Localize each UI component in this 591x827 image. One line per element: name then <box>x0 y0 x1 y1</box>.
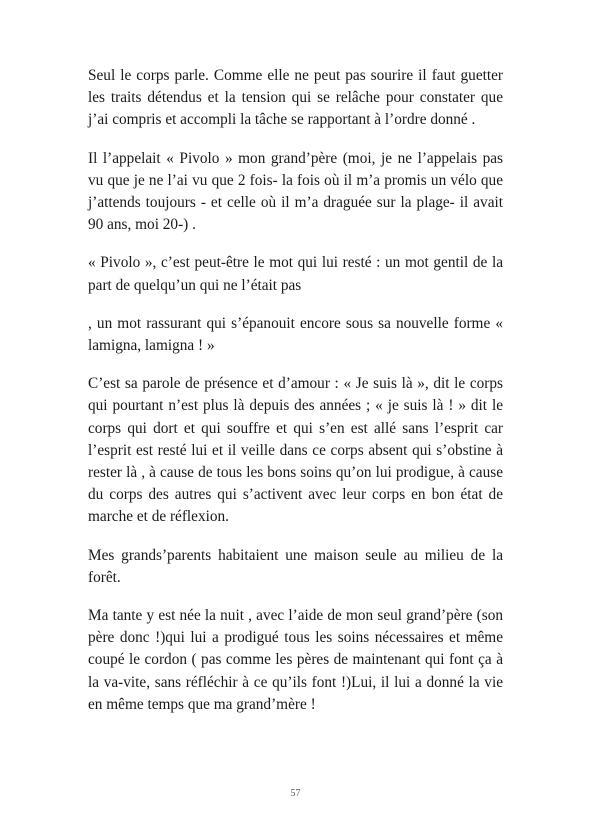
paragraph-3: « Pivolo », c’est peut-être le mot qui lui resté : un mot gentil de la part de quelqu’un qui ne l’était pas <box>88 254 503 294</box>
body-text <box>88 65 503 732</box>
paragraph-5: C’est sa parole de présence et d’amour : « Je suis là », dit le corps qui pourtant n’est plus là depuis des années ; « je suis là ! » dit le corps qui dort et qui souffre et qui s’en est allé sans l’esprit car l’esprit est resté lui et il veille dans ce corps absent qui s’obstine à rester là , à cause de tous les bons soins qu’on lui prodigue, à cause du corps des autres qui s’activent avec leur corps en bon état de marche et de réflexion. <box>88 375 503 526</box>
paragraph-1: Seul le corps parle. Comme elle ne peut pas sourire il faut guetter les traits détendus et la tension qui se relâche pour constater que j’ai compris et accompli la tâche se rapportant à l’ordre donné . <box>88 67 503 129</box>
paragraph-7: Ma tante y est née la nuit , avec l’aide de mon seul grand’père (son père donc !)qui lui a prodigué tous les soins nécessaires et même coupé le cordon ( pas comme les pères de maintenant qui font ça à la va-vite, sans réfléchir à ce qu’ils font !)Lui, il lui a donné la vie en même temps que ma grand’mère ! <box>88 607 503 713</box>
paragraph-2: Il l’appelait « Pivolo » mon grand’père (moi, je ne l’appelais pas vu que je ne l’ai vu que 2 fois- la fois où il m’a promis un vélo que j’attends toujours - et celle où il m’a draguée sur la plage- il avait 90 ans, moi 20-) . <box>88 149 503 234</box>
paragraph-4: , un mot rassurant qui s’épanouit encore sous sa nouvelle forme « lamigna, lamigna ! » <box>88 314 503 355</box>
paragraph-6: Mes grands’parents habitaient une maison seule au milieu de la forêt. <box>88 546 503 586</box>
page-number: 57 <box>290 788 301 799</box>
